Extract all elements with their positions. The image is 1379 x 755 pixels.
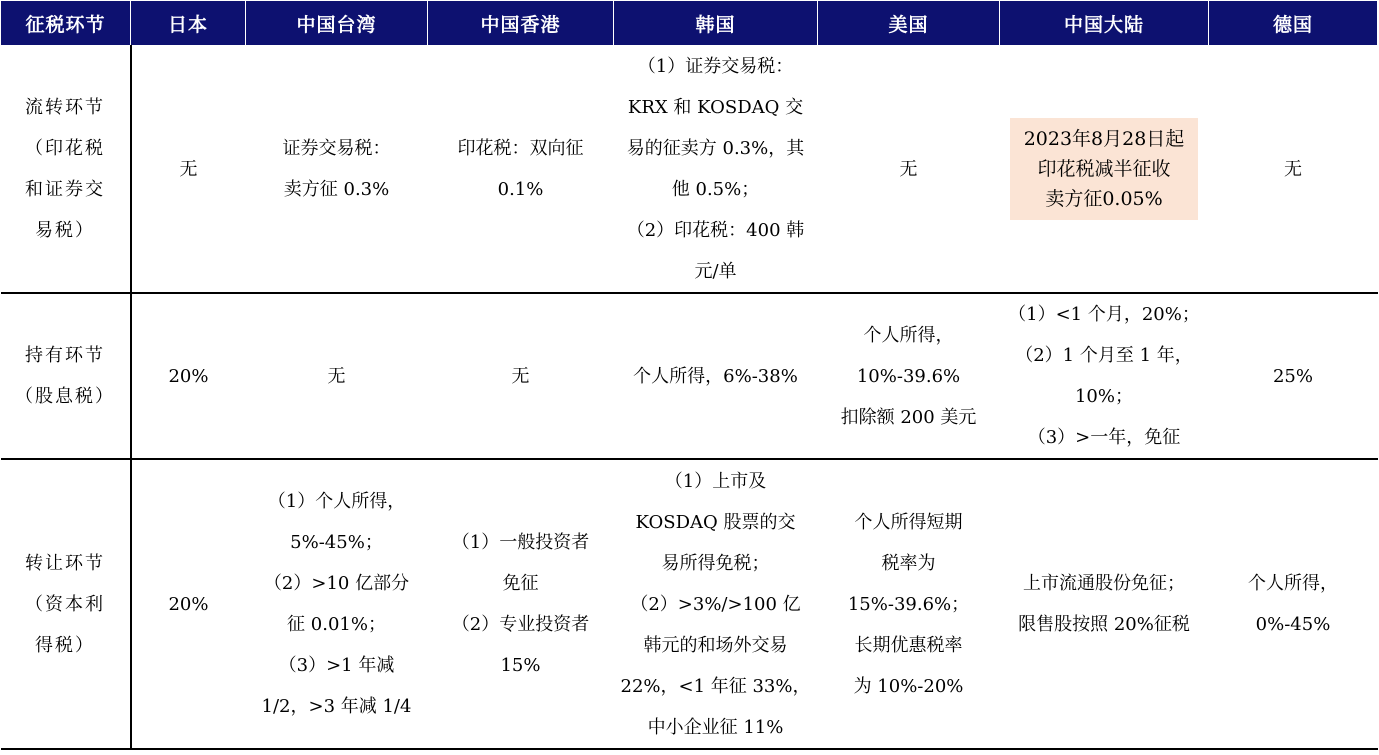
cell-line: （1）上市及 bbox=[664, 470, 767, 492]
cell-line: 他 0.5%； bbox=[671, 179, 760, 200]
cell-line: 免征 bbox=[502, 573, 539, 594]
table-cell bbox=[246, 293, 428, 459]
cell-line: 无 bbox=[179, 158, 198, 180]
highlight-box bbox=[1010, 118, 1199, 220]
table-cell bbox=[614, 46, 818, 294]
row-stage-cell bbox=[1, 46, 131, 294]
cell-line: 无 bbox=[327, 365, 346, 387]
cell-line: 个人所得， bbox=[863, 324, 954, 346]
table-cell bbox=[1000, 459, 1209, 749]
row-stage-cell bbox=[1, 459, 131, 749]
table-cell bbox=[428, 46, 614, 294]
cell-line: 20% bbox=[168, 593, 209, 615]
header-country: 中国大陆 bbox=[1000, 1, 1209, 46]
cell-line: 印花税：双向征 bbox=[457, 138, 584, 159]
table-row bbox=[1, 459, 1378, 749]
table-row bbox=[1, 46, 1378, 294]
cell-line: 韩元的和场外交易 bbox=[643, 634, 788, 656]
table-cell bbox=[1209, 293, 1378, 459]
header-country: 韩国 bbox=[614, 1, 818, 46]
table-cell bbox=[1000, 46, 1209, 294]
stage-line: （资本利 bbox=[25, 593, 105, 615]
table-cell bbox=[131, 293, 246, 459]
header-country: 中国香港 bbox=[428, 1, 614, 46]
cell-line: （1）<1 个月，20%； bbox=[1008, 304, 1200, 325]
header-country: 日本 bbox=[131, 1, 246, 46]
stage-line: 持有环节 bbox=[25, 345, 105, 366]
cell-line: 22%，<1 年征 33%， bbox=[620, 675, 811, 697]
table-cell bbox=[818, 459, 1000, 749]
cell-line: 扣除额 200 美元 bbox=[840, 406, 977, 428]
stage-line: 流转环节 bbox=[25, 97, 105, 118]
stage-line: 转让环节 bbox=[25, 552, 105, 574]
cell-line: 个人所得，6%-38% bbox=[633, 365, 798, 387]
cell-line: 为 10%-20% bbox=[853, 675, 964, 697]
cell-line: 20% bbox=[168, 365, 209, 387]
table-cell bbox=[131, 46, 246, 294]
cell-line: 无 bbox=[899, 158, 918, 180]
cell-line: 25% bbox=[1272, 365, 1313, 387]
cell-line: （2）专业投资者 bbox=[451, 614, 590, 635]
cell-line: 印花税减半征收 bbox=[1037, 158, 1171, 180]
cell-line: （3）>1 年减 bbox=[278, 655, 395, 676]
stage-line: 易税） bbox=[35, 220, 95, 241]
table-cell bbox=[428, 293, 614, 459]
cell-line: 无 bbox=[511, 365, 530, 387]
cell-line: （1）一般投资者 bbox=[451, 532, 590, 553]
row-stage-cell bbox=[1, 293, 131, 459]
cell-line: （2）1 个月至 1 年， bbox=[1015, 345, 1193, 366]
header-country: 中国台湾 bbox=[246, 1, 428, 46]
table-cell bbox=[818, 293, 1000, 459]
cell-line: 15% bbox=[500, 655, 541, 676]
cell-line: （2）>10 亿部分 bbox=[263, 573, 410, 594]
stage-line: 和证券交 bbox=[25, 179, 105, 200]
table-cell bbox=[428, 459, 614, 749]
cell-line: （1）证券交易税： bbox=[637, 56, 794, 77]
table-row bbox=[1, 293, 1378, 459]
table-cell bbox=[246, 459, 428, 749]
cell-line: （2）>3%/>100 亿 bbox=[630, 593, 801, 615]
header-country: 德国 bbox=[1209, 1, 1378, 46]
cell-line: 无 bbox=[1284, 158, 1302, 180]
cell-line: 个人所得短期 bbox=[854, 511, 963, 533]
stage-line: （印花税 bbox=[25, 138, 105, 159]
stage-line: 得税） bbox=[35, 634, 95, 656]
cell-line: 0.1% bbox=[497, 179, 544, 200]
table-cell bbox=[818, 46, 1000, 294]
header-stage: 征税环节 bbox=[1, 1, 131, 46]
cell-line: 上市流通股份免征； bbox=[1023, 573, 1185, 594]
cell-line: 10%-39.6% bbox=[856, 365, 961, 387]
table-cell bbox=[1000, 293, 1209, 459]
table-cell bbox=[131, 459, 246, 749]
table-body bbox=[1, 46, 1378, 750]
cell-line: 15%-39.6%； bbox=[847, 593, 970, 615]
cell-line: KOSDAQ 股票的交 bbox=[635, 511, 796, 533]
cell-line: 1/2，>3 年减 1/4 bbox=[261, 696, 412, 717]
cell-line: 征 0.01%； bbox=[287, 614, 386, 635]
table-cell bbox=[1209, 459, 1378, 749]
cell-line: 5%-45%； bbox=[290, 532, 383, 553]
cell-line: （3）>一年，免征 bbox=[1027, 427, 1181, 448]
cell-line: 0%-45% bbox=[1255, 614, 1331, 635]
cell-line: 长期优惠税率 bbox=[854, 634, 963, 656]
cell-line: 元/单 bbox=[694, 261, 737, 282]
cell-line: KRX 和 KOSDAQ 交 bbox=[627, 97, 804, 118]
cell-line: 个人所得， bbox=[1248, 573, 1338, 594]
cell-line: 税率为 bbox=[881, 552, 936, 574]
table-cell bbox=[1209, 46, 1378, 294]
table-cell bbox=[614, 459, 818, 749]
cell-line: 易所得免税； bbox=[661, 552, 770, 574]
cell-line: （1）个人所得， bbox=[267, 491, 406, 512]
cell-line: 易的征卖方 0.3%，其 bbox=[626, 138, 805, 159]
cell-line: 2023年8月28日起 bbox=[1023, 128, 1185, 150]
table-cell bbox=[246, 46, 428, 294]
table-cell bbox=[614, 293, 818, 459]
cell-line: （2）印花税：400 韩 bbox=[626, 220, 805, 241]
stage-line: （股息税） bbox=[15, 386, 115, 407]
cell-line: 卖方征 0.3% bbox=[283, 179, 390, 200]
table-header bbox=[1, 1, 1378, 46]
header-row bbox=[1, 1, 1378, 46]
cell-line: 中小企业征 11% bbox=[647, 716, 784, 738]
cell-line: 10%； bbox=[1074, 386, 1133, 407]
cell-line: 证券交易税： bbox=[282, 138, 391, 159]
header-country: 美国 bbox=[818, 1, 1000, 46]
cell-line: 限售股按照 20%征税 bbox=[1018, 614, 1190, 635]
cell-line: 卖方征0.05% bbox=[1045, 188, 1163, 210]
